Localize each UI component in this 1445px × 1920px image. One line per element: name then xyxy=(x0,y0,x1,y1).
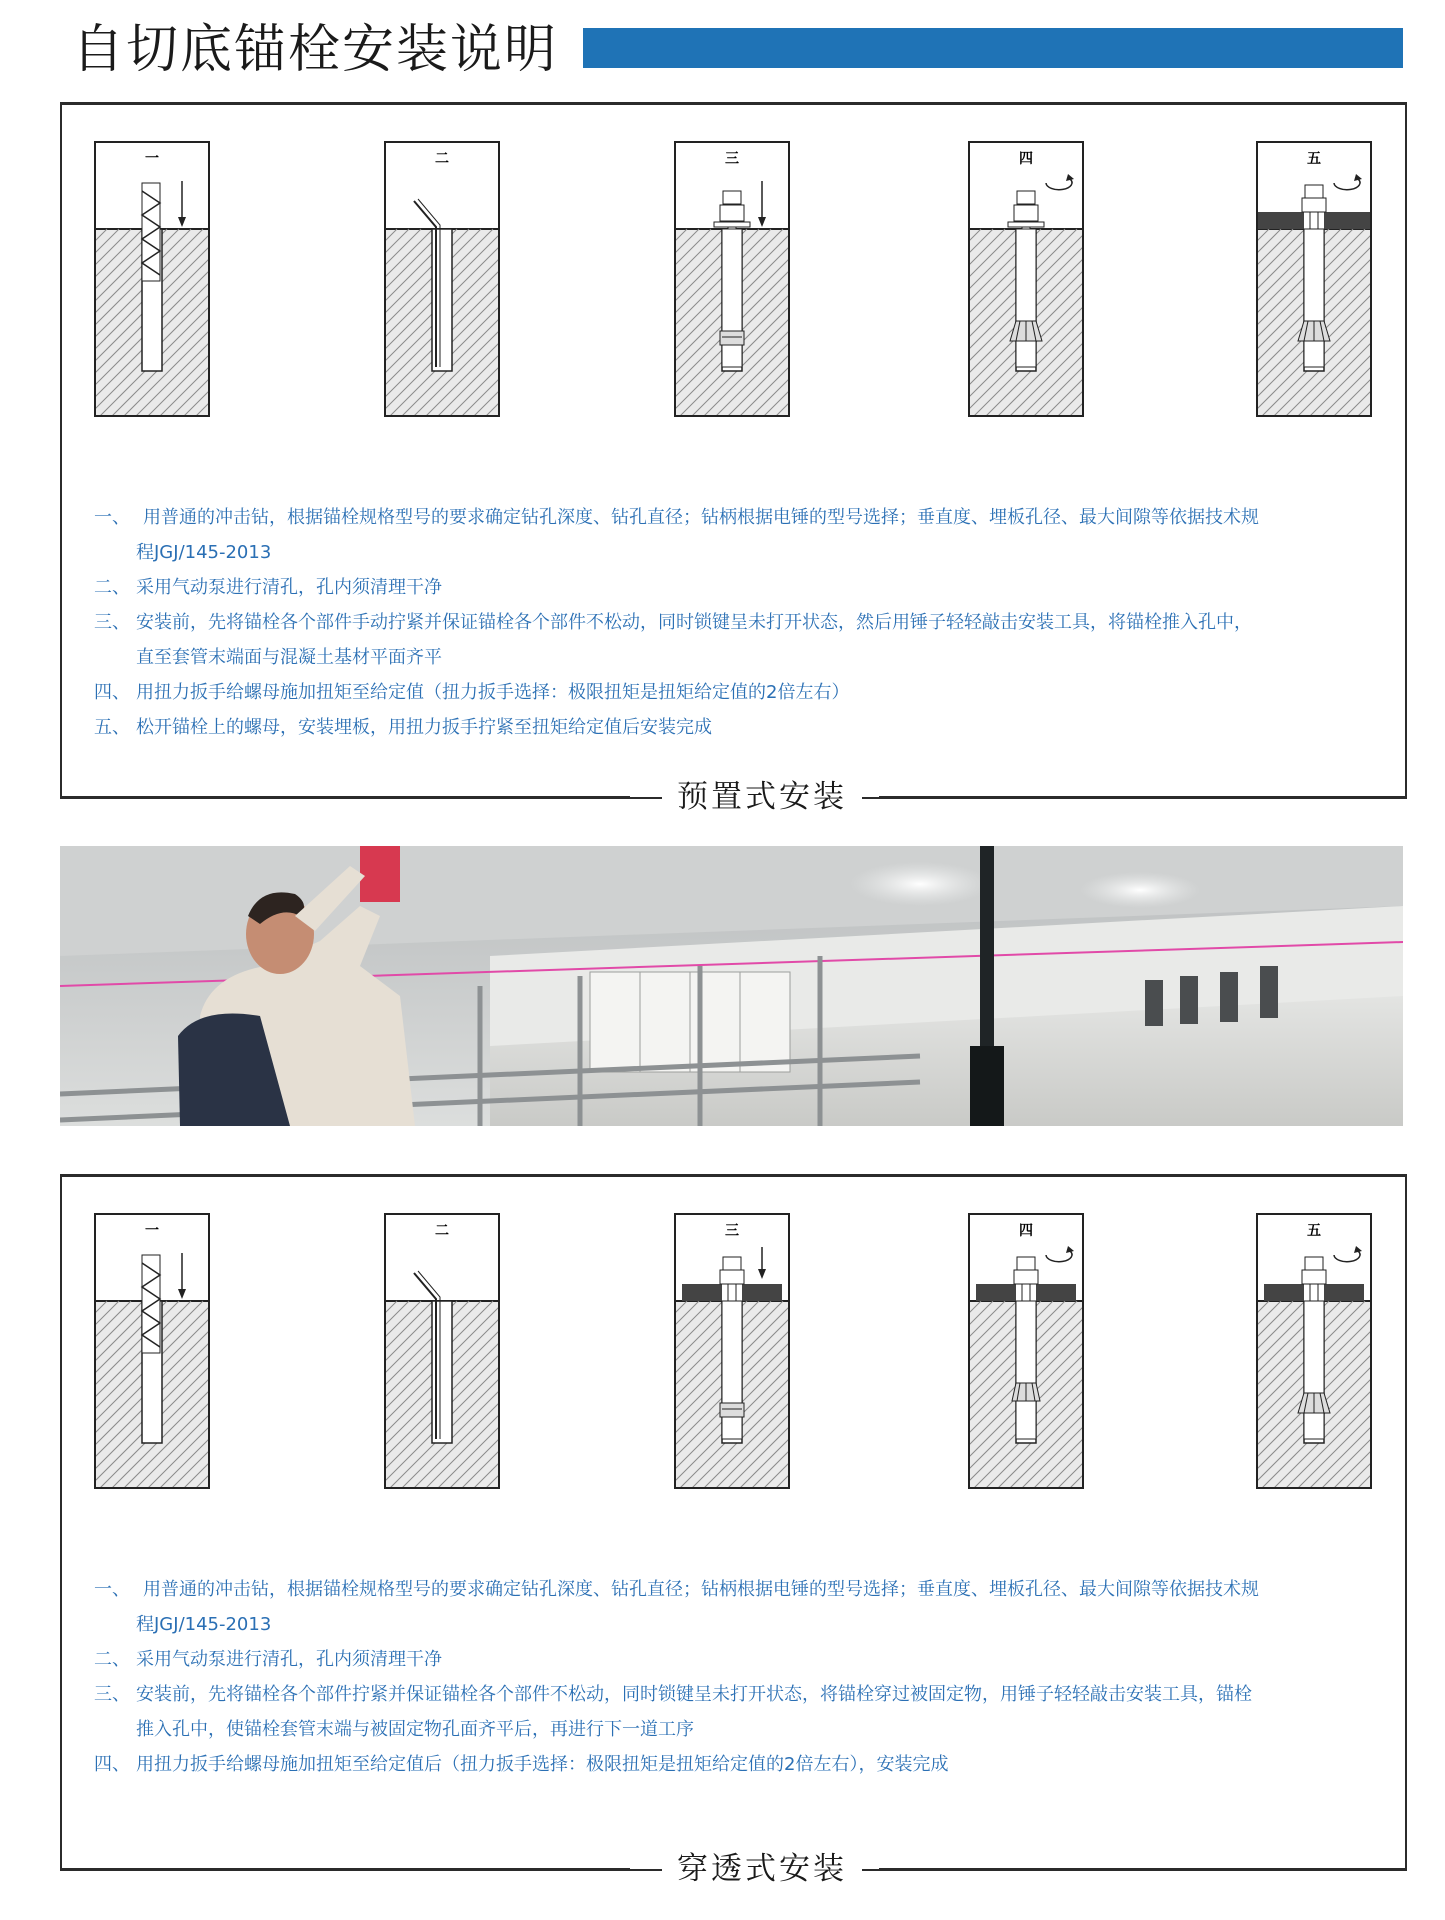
step-label: 五 xyxy=(1307,1223,1321,1239)
caption-rule-left xyxy=(60,796,630,798)
step-label: 四 xyxy=(1019,1223,1033,1239)
instruction-text: 安装前，先将锚栓各个部件手动拧紧并保证锚栓各个部件不松动，同时锁键呈未打开状态，然后用锤子轻轻敲击安装工具，将锚栓推入孔中， xyxy=(136,612,1252,633)
instruction-text: 安装前，先将锚栓各个部件拧紧并保证锚栓各个部件不松动，同时锁键呈未打开状态，将锚栓穿过被固定物，用锤子轻轻敲击安装工具，锚栓 xyxy=(136,1684,1252,1705)
section-title: 预置式安装 xyxy=(662,779,862,815)
instruction-text-continued: 程JGJ/145-2013 xyxy=(136,1614,272,1635)
step-label: 三 xyxy=(725,151,739,167)
instruction-text: 用扭力扳手给螺母施加扭矩至给定值（扭力扳手选择：极限扭矩是扭矩给定值的2倍左右） xyxy=(136,682,850,703)
step-label: 一 xyxy=(145,151,159,167)
instruction-text: 采用气动泵进行清孔，孔内须清理干净 xyxy=(136,577,442,598)
instruction-number: 二、 xyxy=(94,1649,130,1670)
step-label: 三 xyxy=(725,1223,739,1239)
step-label: 二 xyxy=(435,1223,449,1239)
caption-rule-left xyxy=(60,1868,630,1870)
caption-rule-right xyxy=(879,796,1407,798)
step-label: 五 xyxy=(1307,151,1321,167)
step-label: 四 xyxy=(1019,151,1033,167)
step-diagram-5 xyxy=(1256,141,1372,417)
instruction-item xyxy=(94,1747,1384,1782)
instruction-text: 采用气动泵进行清孔，孔内须清理干净 xyxy=(136,1649,442,1670)
instruction-text-continued: 推入孔中，使锚栓套管末端与被固定物孔面齐平后，再进行下一道工序 xyxy=(136,1719,694,1740)
instruction-number: 一、 xyxy=(94,1579,130,1600)
installation-photo xyxy=(60,846,1403,1126)
instruction-number: 一、 xyxy=(94,507,130,528)
instruction-number: 四、 xyxy=(94,1754,130,1775)
step-diagrams xyxy=(62,141,1405,421)
step-diagram-4 xyxy=(968,1213,1084,1489)
instruction-text-continued: 程JGJ/145-2013 xyxy=(136,542,272,563)
page-title: 自切底锚栓安装说明 xyxy=(72,20,559,80)
section-caption xyxy=(62,1851,1405,1887)
step-diagram-2 xyxy=(384,141,500,417)
header-accent-bar xyxy=(583,28,1403,68)
through-installation-panel xyxy=(60,1174,1407,1887)
instruction-item xyxy=(94,570,1384,605)
section-caption xyxy=(62,779,1405,815)
instruction-list xyxy=(94,500,1384,745)
instruction-number: 三、 xyxy=(94,612,130,633)
instruction-text: 用扭力扳手给螺母施加扭矩至给定值后（扭力扳手选择：极限扭矩是扭矩给定值的2倍左右），安装完成 xyxy=(136,1754,949,1775)
instruction-list xyxy=(94,1572,1384,1782)
step-diagram-2 xyxy=(384,1213,500,1489)
instruction-number: 二、 xyxy=(94,577,130,598)
step-diagram-4 xyxy=(968,141,1084,417)
instruction-item xyxy=(94,1642,1384,1677)
instruction-item xyxy=(94,675,1384,710)
step-label: 一 xyxy=(145,1223,159,1239)
step-diagram-1 xyxy=(94,1213,210,1489)
instruction-text: 用普通的冲击钻，根据锚栓规格型号的要求确定钻孔深度、钻孔直径；钻柄根据电锤的型号选择；垂直度、埋板孔径、最大间隙等依据技术规 xyxy=(143,1579,1259,1600)
instruction-item xyxy=(94,710,1384,745)
instruction-text: 松开锚栓上的螺母，安装埋板，用扭力扳手拧紧至扭矩给定值后安装完成 xyxy=(136,717,712,738)
pre-set-installation-panel xyxy=(60,102,1407,815)
step-diagram-1 xyxy=(94,141,210,417)
instruction-number: 三、 xyxy=(94,1684,130,1705)
section-title: 穿透式安装 xyxy=(662,1851,862,1887)
instruction-text-continued: 直至套管末端面与混凝土基材平面齐平 xyxy=(136,647,442,668)
step-diagram-3 xyxy=(674,141,790,417)
instruction-text: 用普通的冲击钻，根据锚栓规格型号的要求确定钻孔深度、钻孔直径；钻柄根据电锤的型号选择；垂直度、埋板孔径、最大间隙等依据技术规 xyxy=(143,507,1259,528)
step-diagram-3 xyxy=(674,1213,790,1489)
caption-rule-right xyxy=(879,1868,1407,1870)
instruction-item xyxy=(94,1572,1384,1607)
instruction-item xyxy=(94,605,1384,640)
instruction-item xyxy=(94,500,1384,535)
instruction-number: 五、 xyxy=(94,717,130,738)
step-diagram-5 xyxy=(1256,1213,1372,1489)
instruction-item xyxy=(94,1677,1384,1712)
instruction-number: 四、 xyxy=(94,682,130,703)
step-label: 二 xyxy=(435,151,449,167)
step-diagrams xyxy=(62,1213,1405,1493)
